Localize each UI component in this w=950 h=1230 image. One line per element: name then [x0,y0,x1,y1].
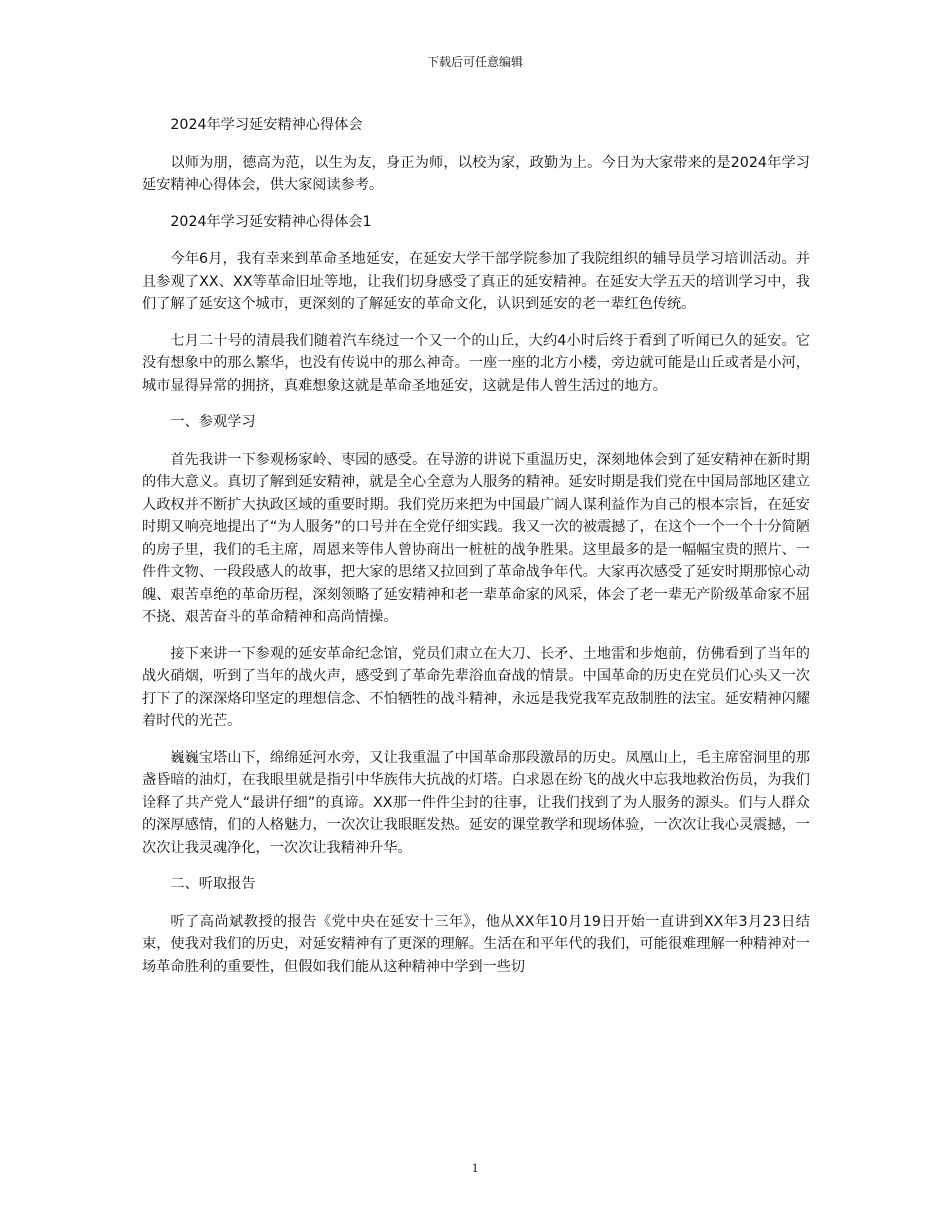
document-title: 2024年学习延安精神心得体会 [170,117,363,133]
document-body [142,114,810,992]
body-paragraph: 听了高尚斌教授的报告《党中央在延安十三年》，他从XX年10月19日开始一直讲到XX年3月23日结束，使我对我们的历史，对延安精神有了更深的理解。生活在和平年代的我们，可能很难理解一种精神对一场革命胜利的重要性，但假如我们能从这种精神中学到一些切 [142,913,810,975]
section-heading-visit: 一、参观学习 [170,414,256,430]
body-paragraph: 巍巍宝塔山下，绵绵延河水旁，又让我重温了中国革命那段激昂的历史。凤凰山上，毛主席窑洞里的那盏昏暗的油灯，在我眼里就是指引中华族伟大抗战的灯塔。白求恩在纷飞的战火中忘我地救治伤员，为我们诠释了共产党人“最讲仔细”的真谛。XX那一件件尘封的往事，让我们找到了为人服务的源头。们与人群众的深厚感情，们的人格魅力，一次次让我眼眶发热。延安的课堂教学和现场体验，一次次让我心灵震撼，一次次让我灵魂净化，一次次让我精神升华。 [142,749,810,856]
intro-paragraph: 以师为朋，德高为范，以生为友，身正为师，以校为家，政勤为上。今日为大家带来的是2024年学习延安精神心得体会，供大家阅读参考。 [142,154,810,193]
section-heading-report: 二、听取报告 [170,876,256,892]
document-subtitle: 2024年学习延安精神心得体会1 [170,213,372,230]
page-header: 下载后可任意编辑 [426,55,523,69]
body-paragraph: 接下来讲一下参观的延安革命纪念馆，党员们肃立在大刀、长矛、土地雷和步炮前，仿佛看到了当年的战火硝烟，听到了当年的战火声，感受到了革命先辈浴血奋战的情景。中国革命的历史在党员们心头又一次打下了的深深烙印坚定的理想信念、不怕牺牲的战斗精神，永远是我党我军克敌制胜的法宝。延安精神闪耀着时代的光芒。 [142,645,810,729]
body-paragraph: 七月二十号的清晨我们随着汽车绕过一个又一个的山丘，大约4小时后终于看到了听闻已久的延安。它没有想象中的那么繁华，也没有传说中的那么神奇。一座一座的北方小楼，旁边就可能是山丘或者是小河，城市显得异常的拥挤，真难想象这就是革命圣地延安，这就是伟人曾生活过的地方。 [142,332,810,394]
page-number: 1 [471,1160,479,1175]
body-paragraph: 首先我讲一下参观杨家岭、枣园的感受。在导游的讲说下重温历史，深刻地体会到了延安精神在新时期的伟大意义。真切了解到延安精神，就是全心全意为人服务的精神。延安时期是我们党在中国局部地区建立人政权并不断扩大执政区域的重要时期。我们党历来把为中国最广阔人谋利益作为自己的根本宗旨，在延安时期又响亮地提出了“为人服务”的口号并在全党仔细实践。我又一次的被震撼了，在这个一个一个十分简陋的房子里，我们的毛主席，周恩来等伟人曾协商出一桩桩的战争胜果。这里最多的是一幅幅宝贵的照片、一件件文物、一段段感人的故事，把大家的思绪又拉回到了革命战争年代。大家再次感受了延安时期那惊心动魄、艰苦卓绝的革命历程，深刻领略了延安精神和老一辈革命家的风采，体会了老一辈无产阶级革命家不屈不挠、艰苦奋斗的革命精神和高尚情操。 [142,451,810,625]
body-paragraph: 今年6月，我有幸来到革命圣地延安，在延安大学干部学院参加了我院组织的辅导员学习培训活动。并且参观了XX、XX等革命旧址等地，让我们切身感受了真正的延安精神。在延安大学五天的培训学习中，我们了解了延安这个城市，更深刻的了解延安的革命文化，认识到延安的老一辈红色传统。 [142,251,810,312]
